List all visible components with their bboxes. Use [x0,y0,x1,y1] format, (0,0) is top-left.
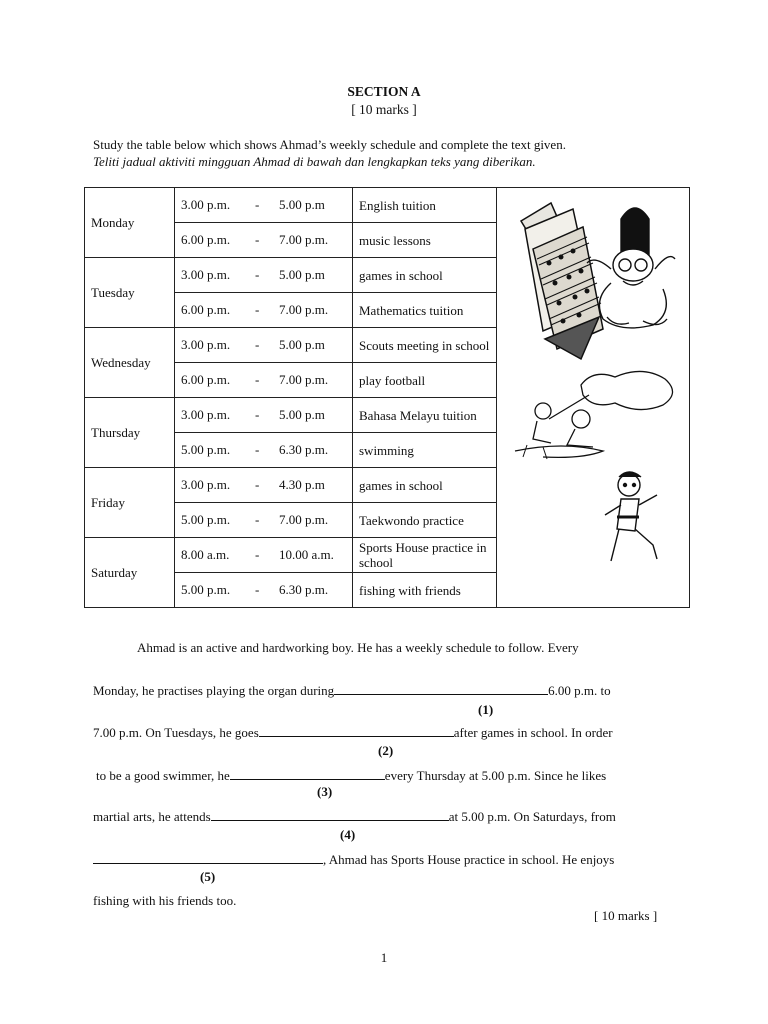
activity-cell: Scouts meeting in school [353,328,497,363]
day-cell: Wednesday [85,328,175,398]
activity-cell: play football [353,363,497,398]
answer-blank-3[interactable] [230,767,385,780]
page-number: 1 [380,950,388,965]
time-cell: 5.00 p.m. - 6.30 p.m. [175,573,353,608]
time-cell: 8.00 a.m. - 10.00 a.m. [175,538,353,573]
passage-line-3: 7.00 p.m. On Tuesdays, he goes after games in school. In order [93,725,613,740]
activity-cell: games in school [353,468,497,503]
answer-blank-2[interactable] [259,724,454,737]
table-row [85,188,690,223]
day-cell: Friday [85,468,175,538]
day-cell: Monday [85,188,175,258]
passage-line-2: Monday, he practises playing the organ during 6.00 p.m. to [93,683,611,698]
fishing-friends-icon [515,371,673,459]
activity-cell: Sports House practice in school [353,538,497,573]
taekwondo-kid-icon [605,472,657,561]
time-cell: 3.00 p.m. - 4.30 p.m [175,468,353,503]
illustration-cell [497,188,690,608]
section-title: SECTION A [347,84,421,99]
passage-line-4: to be a good swimmer, he every Thursday at 5.00 p.m. Since he likes [96,768,607,783]
passage-line-7: fishing with his friends too. [93,893,237,908]
day-cell: Thursday [85,398,175,468]
music-score-icon [521,203,603,359]
time-cell: 3.00 p.m. - 5.00 p.m [175,328,353,363]
passage-line-6: , Ahmad has Sports House practice in school. He enjoys [93,851,614,868]
activity-cell: Mathematics tuition [353,293,497,328]
instruction-malay: Teliti jadual aktiviti mingguan Ahmad di bawah dan lengkapkan teks yang diberikan. [93,154,536,169]
time-cell: 6.00 p.m. - 7.00 p.m. [175,293,353,328]
day-cell: Saturday [85,538,175,608]
schedule-table [84,187,690,608]
time-cell: 5.00 p.m. - 7.00 p.m. [175,503,353,538]
passage-line-5: martial arts, he attends at 5.00 p.m. On Saturdays, from [93,809,616,824]
total-marks: [ 10 marks ] [594,908,658,923]
blank-number-4: (4) [340,827,356,842]
section-marks: [ 10 marks ] [351,102,417,117]
instruction-english: Study the table below which shows Ahmad’s weekly schedule and complete the text given. [93,137,566,152]
activity-cell: games in school [353,258,497,293]
time-cell: 3.00 p.m. - 5.00 p.m [175,188,353,223]
time-cell: 5.00 p.m. - 6.30 p.m. [175,433,353,468]
answer-blank-1[interactable] [334,682,548,695]
blank-number-3: (3) [317,784,333,799]
time-cell: 3.00 p.m. - 5.00 p.m [175,258,353,293]
activity-cell: music lessons [353,223,497,258]
time-cell: 6.00 p.m. - 7.00 p.m. [175,223,353,258]
blank-number-5: (5) [200,869,216,884]
activity-cell: fishing with friends [353,573,497,608]
activity-cell: Bahasa Melayu tuition [353,398,497,433]
time-cell: 3.00 p.m. - 5.00 p.m [175,398,353,433]
blank-number-2: (2) [378,743,394,758]
activity-cell: swimming [353,433,497,468]
activity-cell: English tuition [353,188,497,223]
cartoon-musician-icon [587,208,675,328]
day-cell: Tuesday [85,258,175,328]
answer-blank-4[interactable] [211,808,449,821]
answer-blank-5[interactable] [93,851,323,864]
passage-line-1: Ahmad is an active and hardworking boy. He has a weekly schedule to follow. Every [137,640,579,655]
activity-cell: Taekwondo practice [353,503,497,538]
time-cell: 6.00 p.m. - 7.00 p.m. [175,363,353,398]
blank-number-1: (1) [478,702,494,717]
